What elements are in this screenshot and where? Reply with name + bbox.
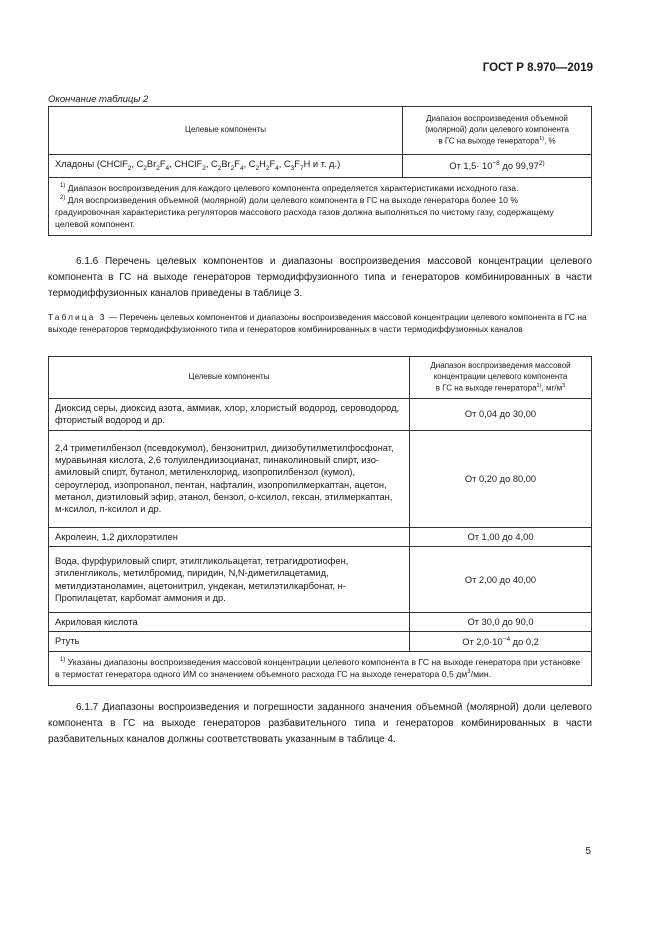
header-line: Диапазон воспроизведения объемной	[426, 113, 568, 123]
table-row	[49, 632, 592, 651]
unit-exponent: 3	[562, 382, 566, 389]
table-notes	[49, 651, 592, 685]
header-line: концентрации целевого компонента	[433, 371, 568, 381]
row-range: От 0,20 до 80,00	[410, 430, 592, 527]
row-range: От 1,00 до 4,00	[410, 527, 592, 546]
footnote: $^{2)}$ Для воспроизведения объемной (молярной) доли целевого компонента в ГС на выходе генератора более 10 % градуировочная характеристика регуляторов массового расхода газов должна выполняться по чистому газу, содержащему целевой компонент.	[55, 193, 554, 229]
caption-prefix: Таблица 3	[48, 312, 107, 322]
page-header: ГОСТ Р 8.970—2019	[482, 62, 593, 74]
header-line: Диапазон воспроизведения массовой	[430, 360, 571, 370]
row-component: Диоксид серы, диоксид азота, аммиак, хлор, хлористый водород, сероводород, фтористый водород и др.	[49, 399, 410, 431]
row-range: От 30,0 до 90,0	[410, 613, 592, 632]
header-line: (молярной) доли целевого компонента	[425, 124, 569, 134]
table-row	[49, 399, 592, 431]
row-component: 2,4 триметилбензол (псевдокумол), бензонитрил, диизобутилметилфосфонат, муравьиная кислота, 2,6 толуилендиизоцианат, пинаколиновый спирт, изо-амиловый спирт, бутанол, метиленхлорид, изопропилбензол (кумол), сероуглерод, изопропанол, пентан, нафталин, изопропилмеркаптан, ацетон, метанол, диэтиловый эфир, этанол, бензол, о-ксилол, гексан, этилмеркаптан, м-ксилол, п-ксилол и др.	[49, 430, 410, 527]
header-line: в ГС на выходе генератора	[435, 383, 537, 393]
table-row	[49, 547, 592, 613]
footnote-ref: 1)	[539, 135, 545, 142]
header-unit: , мг/м	[541, 383, 563, 393]
caption-text: — Перечень целевых компонентов и диапазоны воспроизведения массовой концентрации целевого компонента в ГС на выходе генераторов термодиффузионного типа и генераторов комбинированных в части термодиффузионных каналов	[48, 312, 587, 335]
table-header-row	[49, 107, 592, 155]
row-range: От 2,00 до 40,00	[410, 547, 592, 613]
row-component: Акролеин, 1,2 дихлорэтилен	[49, 527, 410, 546]
table-header-row	[49, 357, 592, 399]
paragraph-6-1-7: 6.1.7 Диапазоны воспроизведения и погрешности заданного значения объемной (молярной) доли целевого компонента в ГС на выходе генераторов разбавительного типа и генераторов комбинированных в части разбавительных каналов должны соответствовать указанным в таблице 4.	[48, 702, 592, 745]
column-header-range	[410, 357, 592, 399]
row-component: Хладоны (CHClF$_2$, $C_2Br_2F_4$, CHClF$_2$, $C_2Br_2F_4$, $C_2H_2F_4$, $C_3F_7H$ и т. д.)	[49, 155, 403, 178]
column-header-components: Целевые компоненты	[49, 357, 410, 399]
table-row	[49, 613, 592, 632]
footnote: $^{1)}$ Диапазон воспроизведения для каждого целевого компонента определяется характеристиками исходного газа.	[59, 181, 519, 193]
row-component: Вода, фурфуриловый спирт, этилгликольацетат, тетрагидротиофен, этиленгликоль, метилбромид, пиридин, N,N-диметилацетамид, метилдиэтаноламин, ацетонитрил, ундекан, метилэтилкарбонат, н-Пропилацетат, карбомат аммония и др.	[49, 547, 410, 613]
row-range: От 0,04 до 30,00	[410, 399, 592, 431]
footnote-ref: 1)	[536, 382, 542, 389]
table-notes	[49, 177, 592, 235]
row-range: От $1,5\cdot 10^{-8}$ до 99,97$^{2)}$	[403, 155, 592, 178]
table2-continuation-label: Окончание таблицы 2	[48, 94, 149, 105]
table-notes-row	[49, 177, 592, 235]
table-row	[49, 527, 592, 546]
footnote: $^{1)}$ Указаны диапазоны воспроизведения массовой концентрации целевого компонента в ГС на выходе генератора при установке в термостат генератора одного ИМ со значением объемного расхода ГС на выходе генератора 0,5 $дм^3$/мин.	[55, 655, 581, 679]
column-header-range	[403, 107, 592, 155]
page-number: 5	[585, 846, 591, 857]
table3-caption	[48, 311, 592, 336]
table-notes-row	[49, 651, 592, 685]
row-range: От $2,0\cdot 10^{-4}$ до 0,2	[410, 632, 592, 651]
paragraph-6-1-6: 6.1.6 Перечень целевых компонентов и диапазоны воспроизведения массовой концентрации целевого компонента в ГС на выходе генераторов термодиффузионного типа и генераторов комбинированных в части термодиффузионных каналов приведены в таблице 3.	[48, 256, 592, 299]
row-component: Акриловая кислота	[49, 613, 410, 632]
table-2	[48, 106, 592, 236]
row-component: Ртуть	[49, 632, 410, 651]
header-unit: , %	[544, 136, 556, 146]
column-header-components: Целевые компоненты	[49, 107, 403, 155]
table-row	[49, 155, 592, 178]
table-3	[48, 356, 592, 686]
header-line: в ГС на выходе генератора	[438, 136, 540, 146]
table-row	[49, 430, 592, 527]
